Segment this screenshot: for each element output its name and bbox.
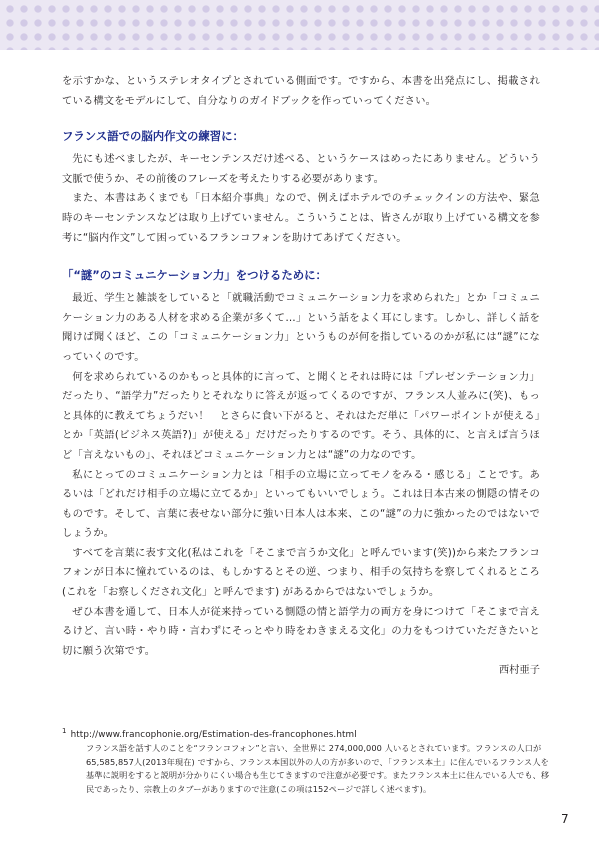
author-signature: 西村亜子 <box>498 664 540 677</box>
page-number: 7 <box>561 812 569 826</box>
section1-paragraph: 先にも述べましたが、キーセンテンスだけ述べる、というケースはめったにありません。どういう文脈で使うか、その前後のフレーズを考えたりする必要があります。 <box>62 153 540 185</box>
footnote-text: フランス語を話す人のことを“フランコフォン”と言い、全世界に 274,000,000 人いるとされています。フランスの人口が 65,585,857人(2013年現在) ですから、フランス本国以外の人の方が多いので、「フランス本土」に住んでいるフランス人を基準に説明をすると説明が分かりにくい場合も生じてきますので注意が必要です。またフランス本土に住んでいる人でも、移民であったり、宗教上のタブーがありますので注意(この項は152ページで詳しく述べます)。 <box>86 743 550 794</box>
page-body <box>62 72 540 681</box>
footnote-source <box>62 725 552 742</box>
intro-paragraph: を示すかな、というステレオタイプとされている側面です。ですから、本書を出発点にし、掲載されている構文をモデルにして、自分なりのガイドブックを作っていってください。 <box>62 75 540 107</box>
section2-paragraph: すべてを言葉に表す文化(私はこれを「そこまで言うか文化」と呼んでいます(笑))から来たフランコフォンが日本に憧れているのは、もしかするとその逆、つまり、相手の気持ちを察してくれるところ(これを「お察しくだされ文化」と呼んでます) があるからではないでしょうか。 <box>62 546 540 599</box>
footnote-url[interactable]: http://www.francophonie.org/Estimation-des-francophones.html <box>70 730 357 740</box>
decorative-dot-band <box>0 0 599 50</box>
section1-paragraph: また、本書はあくまでも「日本紹介事典」なので、例えばホテルでのチェックインの方法や、緊急時のキーセンテンスなどは取り上げていません。こういうことは、皆さんが取り上げている構文を参考に“脳内作文”して困っているフランコフォンを助けてあげてください。 <box>62 192 540 244</box>
footnote <box>62 725 552 796</box>
footnote-marker: 1 <box>62 727 67 735</box>
section2-paragraph: 最近、学生と雑談をしていると「就職活動でコミュニケーション力を求められた」とか「コミュニケーション力のある人材を求める企業が多くて…」という話をよく耳にします。しかし、詳しく話を聞けば聞くほど、この「コミュニケーション力」というものが何を指しているのかが私には“謎”になっていくのです。 <box>62 292 540 363</box>
section2-paragraph: 私にとってのコミュニケーション力とは「相手の立場に立ってモノをみる・感じる」ことです。あるいは「どれだけ相手の立場に立てるか」といってもいいでしょう。これは日本古来の惻隠の情そのものです。そして、言葉に表せない部分に強い日本人は本来、この“謎”の力に強かったのではないでしょうか。 <box>62 468 540 540</box>
footnote-body <box>62 742 552 796</box>
section-heading-brain-composition: フランス語での脳内作文の練習に： <box>62 129 244 144</box>
section-heading-communication: 「“謎”のコミュニケーション力」をつけるために： <box>62 268 327 283</box>
section2-paragraph: 何を求められているのかもっと具体的に言って、と聞くとそれは時には「プレゼンテーション力」だったり、“語学力”だったりとそれなりに答えが返ってくるのですが、フランス人並みに(笑)、もっと具体的に教えてちょうだい！ とさらに食い下がると、それはただ単に「パワーポイントが使える」とか「英語(ビジネス英語?)」が使える」だけだったりするのです。そう、具体的に、と言えば言うほど「言えないもの」、それほどコミュニケーション力とは“謎”の力なのです。 <box>62 370 540 461</box>
section2-paragraph: ぜひ本書を通して、日本人が従来持っている惻隠の情と語学力の両方を身につけて「そこまで言えるけど、言い時・やり時・言わずにそっとやり時をわきまえる文化」の力をもつけていただきたいと切に願う次第です。 <box>62 605 540 657</box>
